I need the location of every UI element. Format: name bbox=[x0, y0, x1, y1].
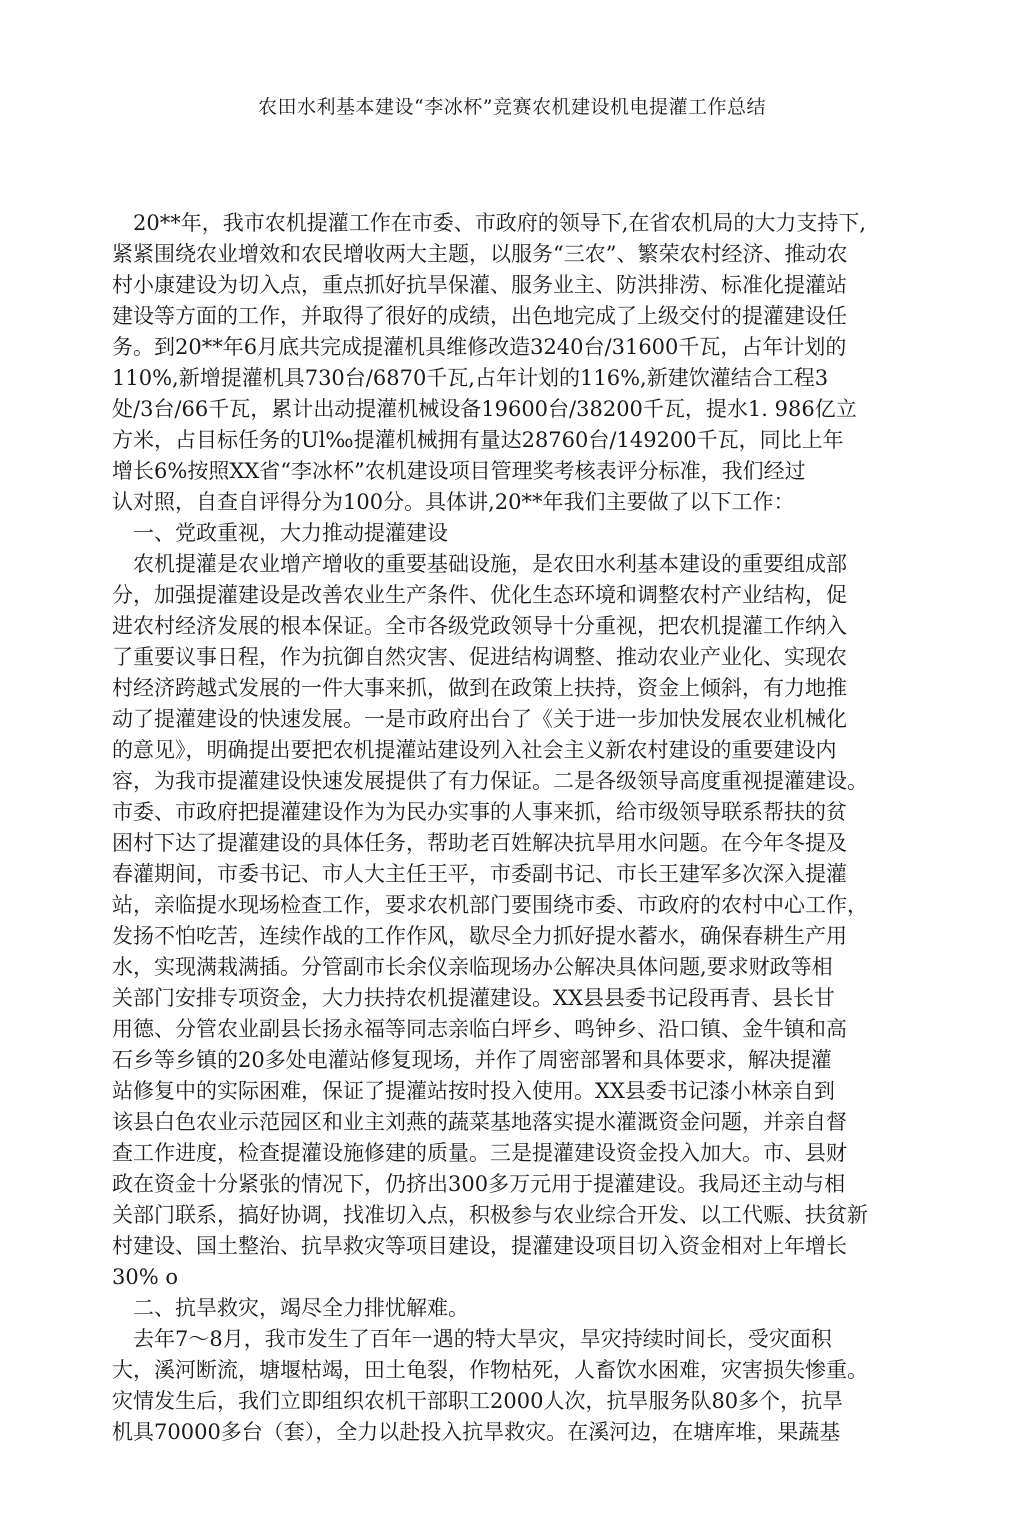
text-line: 村小康建设为切入点，重点抓好抗旱保灌、服务业主、防洪排涝、标准化提灌站 bbox=[112, 273, 847, 297]
text-line: 了重要议事日程，作为抗御自然灾害、促进结构调整、推动农业产业化、实现农 bbox=[112, 645, 847, 669]
text-line: 关部门安排专项资金，大力扶持农机提灌建设。XX县县委书记段再青、县长甘 bbox=[112, 986, 835, 1010]
text-line: 市委、市政府把提灌建设作为为民办实事的人事来抓，给市级领导联系帮扶的贫 bbox=[112, 800, 847, 824]
text-line: 政在资金十分紧张的情况下，仍挤出300多万元用于提灌建设。我局还主动与相 bbox=[112, 1172, 846, 1196]
text-line: 紧紧围绕农业增效和农民增收两大主题，以服务“三农”、繁荣农村经济、推动农 bbox=[112, 242, 848, 266]
text-line: 关部门联系，搞好协调，找准切入点，积极参与农业综合开发、以工代赈、扶贫新 bbox=[112, 1203, 868, 1227]
text-line: 站修复中的实际困难，保证了提灌站按时投入使用。XX县委书记漆小林亲自到 bbox=[112, 1079, 835, 1103]
text-line: 发扬不怕吃苦，连续作战的工作作风，歇尽全力抓好提水蓄水，确保春耕生产用 bbox=[112, 924, 847, 948]
text-line: 站，亲临提水现场检查工作，要求农机部门要围绕市委、市政府的农村中心工作， bbox=[112, 893, 868, 917]
text-line: 机具70000多台（套），全力以赴投入抗旱救灾。在溪河边，在塘库堆，果蔬基 bbox=[112, 1420, 841, 1444]
text-line: 110%,新增提灌机具730台/6870千瓦,占年计划的116%,新建饮灌结合工程3 bbox=[112, 366, 829, 390]
text-line: 村建设、国土整治、抗旱救灾等项目建设，提灌建设项目切入资金相对上年增长 bbox=[112, 1234, 847, 1258]
document-body bbox=[112, 208, 912, 1448]
text-line: 灾情发生后，我们立即组织农机干部职工2000人次，抗旱服务队80多个，抗旱 bbox=[112, 1389, 844, 1413]
text-line: 分，加强提灌建设是改善农业生产条件、优化生态环境和调整农村产业结构，促 bbox=[112, 583, 847, 607]
text-line: 的意见》，明确提出要把农机提灌站建设列入社会主义新农村建设的重要建设内 bbox=[112, 738, 837, 762]
text-line: 该县白色农业示范园区和业主刘燕的蔬菜基地落实提水灌溉资金问题，并亲自督 bbox=[112, 1110, 847, 1134]
text-line: 30% o bbox=[112, 1265, 178, 1289]
text-line: 用德、分管农业副县长扬永福等同志亲临白坪乡、鸣钟乡、沿口镇、金牛镇和高 bbox=[112, 1017, 847, 1041]
text-line: 容，为我市提灌建设快速发展提供了有力保证。二是各级领导高度重视提灌建设。 bbox=[112, 769, 868, 793]
text-line: 务。到20**年6月底共完成提灌机具维修改造3240台/31600千瓦，占年计划的 bbox=[112, 335, 847, 359]
document-title: 农田水利基本建设“李冰杯”竞赛农机建设机电提灌工作总结 bbox=[258, 96, 766, 118]
text-line: 水，实现满栽满插。分管副市长余仪亲临现场办公解决具体问题,要求财政等相 bbox=[112, 955, 833, 979]
text-line: 去年7～8月，我市发生了百年一遇的特大旱灾，旱灾持续时间长，受灾面积 bbox=[133, 1327, 832, 1351]
text-line: 增长6%按照XX省“李冰杯”农机建设项目管理奖考核表评分标准，我们经过 bbox=[112, 459, 806, 483]
text-line: 进农村经济发展的根本保证。全市各级党政领导十分重视，把农机提灌工作纳入 bbox=[112, 614, 847, 638]
text-line: 建设等方面的工作，并取得了很好的成绩，出色地完成了上级交付的提灌建设任 bbox=[112, 304, 847, 328]
text-line: 二、抗旱救灾，竭尽全力排忧解难。 bbox=[133, 1296, 469, 1320]
text-line: 春灌期间，市委书记、市人大主任王平，市委副书记、市长王建军多次深入提灌 bbox=[112, 862, 847, 886]
text-line: 困村下达了提灌建设的具体任务，帮助老百姓解决抗旱用水问题。在今年冬提及 bbox=[112, 831, 847, 855]
text-line: 动了提灌建设的快速发展。一是市政府出台了《关于进一步加快发展农业机械化 bbox=[112, 707, 847, 731]
text-line: 村经济跨越式发展的一件大事来抓，做到在政策上扶持，资金上倾斜，有力地推 bbox=[112, 676, 847, 700]
text-line: 方米，占目标任务的Ul‰提灌机械拥有量达28760台/149200千瓦，同比上年 bbox=[112, 428, 844, 452]
text-line: 处/3台/66千瓦，累计出动提灌机械设备19600台/38200千瓦，提水1. 986亿立 bbox=[112, 397, 857, 421]
text-line: 查工作进度，检查提灌设施修建的质量。三是提灌建设资金投入加大。市、县财 bbox=[112, 1141, 847, 1165]
text-line: 20**年，我市农机提灌工作在市委、市政府的领导下,在省农机局的大力支持下, bbox=[133, 211, 867, 235]
text-line: 农机提灌是农业增产增收的重要基础设施，是农田水利基本建设的重要组成部 bbox=[133, 552, 847, 576]
text-line: 大，溪河断流，塘堰枯竭，田土龟裂，作物枯死，人畜饮水困难，灾害损失惨重。 bbox=[112, 1358, 868, 1382]
text-line: 一、党政重视，大力推动提灌建设 bbox=[133, 521, 448, 545]
text-line: 石乡等乡镇的20多处电灌站修复现场，并作了周密部署和具体要求，解决提灌 bbox=[112, 1048, 832, 1072]
text-line: 认对照，自查自评得分为100分。具体讲,20**年我们主要做了以下工作： bbox=[112, 490, 795, 514]
